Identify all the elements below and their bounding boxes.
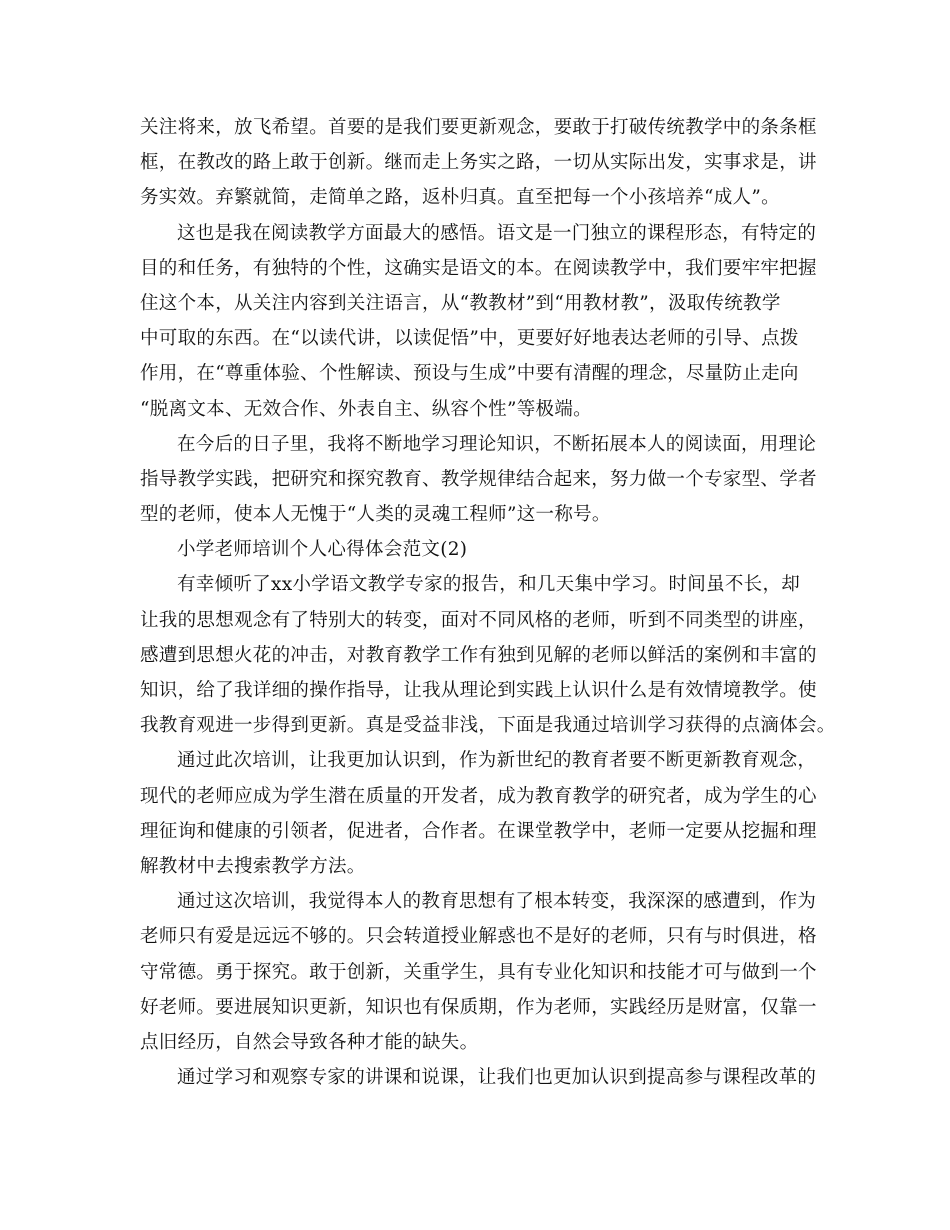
text-line: 关注将来，放飞希望。首要的是我们要更新观念，要敢于打破传统教学中的条条框: [140, 117, 817, 138]
text-line: 指导教学实践，把研究和探究教育、教学规律结合起来，努力做一个专家型、学者: [140, 468, 817, 490]
text-line: 好老师。要进展知识更新，知识也有保质期，作为老师，实践经历是财富，仅靠一: [140, 996, 817, 1018]
text-line: 作用，在“尊重体验、个性解读、预设与生成”中要有清醒的理念，尽量防止走向: [140, 363, 799, 385]
text-line: 型的老师，使本人无愧于“人类的灵魂工程师”这一称号。: [140, 504, 611, 526]
paragraph-first-line: 通过这次培训，我觉得本人的教育思想有了根本转变，我深深的感遭到，作为: [177, 891, 817, 913]
text-line: “脱离文本、无效合作、外表自主、纵容个性”等极端。: [140, 398, 592, 420]
text-line: 老师只有爱是远远不够的。只会转道授业解惑也不是好的老师，只有与时俱进，格: [140, 926, 817, 948]
text-line: 点旧经历，自然会导致各种才能的缺失。: [140, 1031, 479, 1053]
body-text: [140, 110, 836, 1095]
text-line: 务实效。弃繁就简，走简单之路，返朴归真。直至把每一个小孩培养“成人”。: [140, 187, 780, 209]
text-line: 理征询和健康的引领者，促进者，合作者。在课堂教学中，老师一定要从挖掘和理: [140, 820, 817, 842]
paragraph-first-line: 有幸倾听了xx小学语文教学专家的报告，和几天集中学习。时间虽不长，却: [177, 574, 801, 596]
paragraph-first-line: 这也是我在阅读教学方面最大的感悟。语文是一门独立的课程形态，有特定的: [177, 222, 817, 244]
text-line: 知识，给了我详细的操作指导，让我从理论到实践上认识什么是有效情境教学。使: [140, 680, 817, 701]
paragraph-first-line: 通过学习和观察专家的讲课和说课，让我们也更加认识到提高参与课程改革的: [177, 1067, 817, 1089]
text-line: 守常德。勇于探究。敢于创新，关重学生，具有专业化知识和技能才可与做到一个: [140, 961, 817, 983]
section-heading: 小学老师培训个人心得体会范文(2): [177, 539, 468, 561]
text-line: 目的和任务，有独特的个性，这确实是语文的本。在阅读教学中，我们要牢牢把握: [140, 257, 817, 279]
text-line: 现代的老师应成为学生潜在质量的开发者，成为教育教学的研究者，成为学生的心: [140, 785, 817, 807]
paragraph-first-line: 在今后的日子里，我将不断地学习理论知识，不断拓展本人的阅读面，用理论: [177, 433, 817, 455]
text-line: 我教育观进一步得到更新。真是受益非浅，下面是我通过培训学习获得的点滴体会。: [140, 715, 836, 737]
paragraph-first-line: 通过此次培训，让我更加认识到，作为新世纪的教育者要不断更新教育观念，: [177, 750, 817, 772]
text-line: 框，在教改的路上敢于创新。继而走上务实之路，一切从实际出发，实事求是，讲: [140, 152, 817, 174]
text-line: 感遭到思想火花的冲击，对教育教学工作有独到见解的老师以鲜活的案例和丰富的: [140, 644, 817, 666]
text-line: 中可取的东西。在“以读代讲，以读促悟”中，更要好好地表达老师的引导、点拨: [140, 328, 799, 350]
text-line: 解教材中去搜索教学方法。: [140, 855, 366, 877]
text-line: 住这个本，从关注内容到关注语言，从“教教材”到“用教材教”，汲取传统教学: [140, 292, 781, 314]
text-line: 让我的思想观念有了特别大的转变，面对不同风格的老师，听到不同类型的讲座，: [140, 609, 817, 631]
